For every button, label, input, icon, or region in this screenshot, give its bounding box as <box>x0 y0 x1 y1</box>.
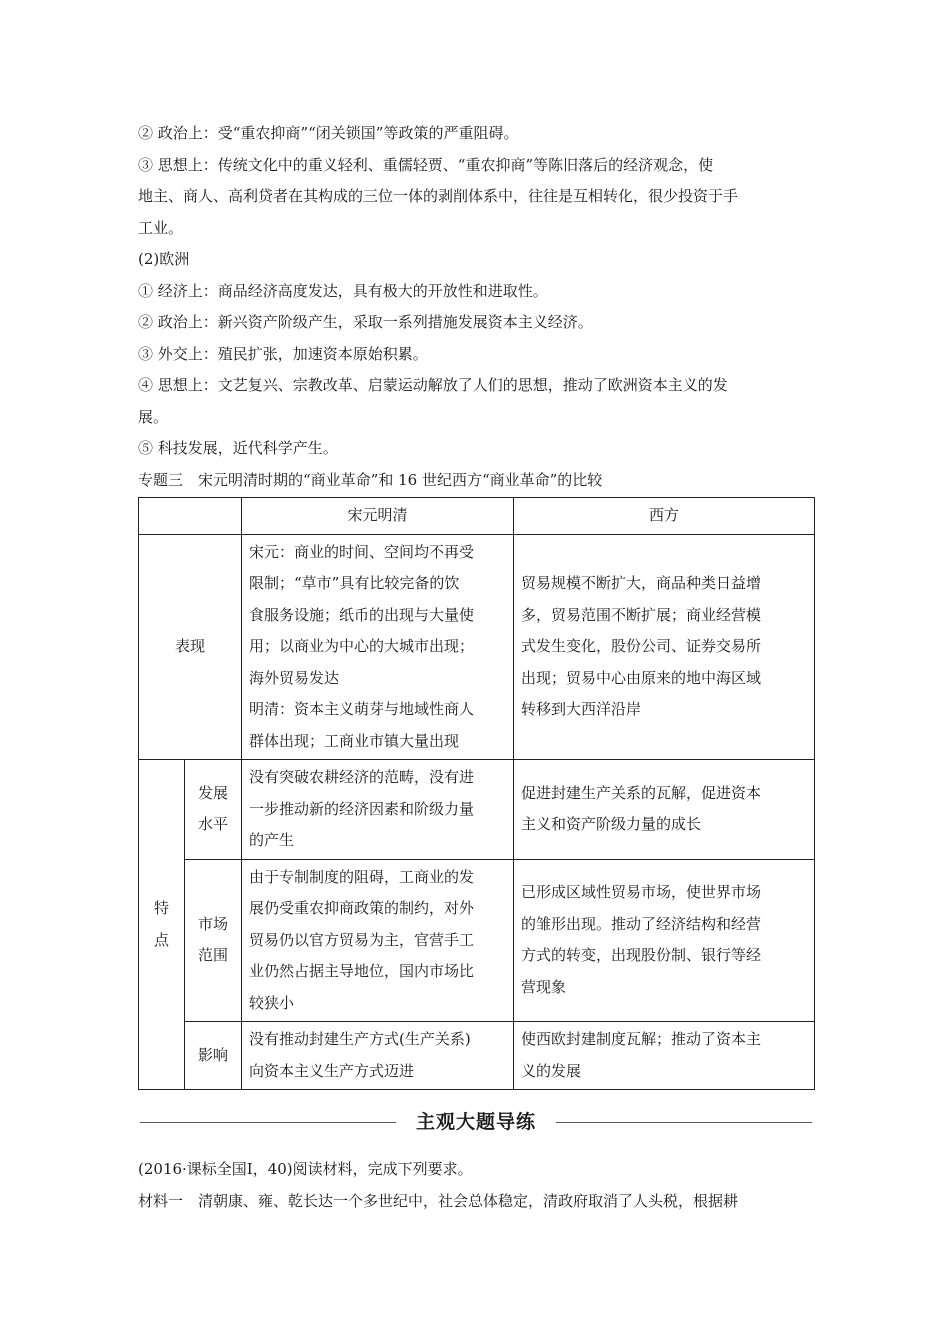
exercise-source-line: (2016·课标全国Ⅰ，40)阅读材料，完成下列要求。 <box>138 1160 473 1178</box>
table-row-fazhan <box>139 760 815 860</box>
row-label-char: 点 <box>153 930 169 949</box>
sub-label-line: 水平 <box>197 815 228 834</box>
paragraph-line: ① 经济上：商品经济高度发达，具有极大的开放性和进取性。 <box>138 281 548 300</box>
row-label-char: 特 <box>153 899 169 917</box>
cell-line: 已形成区域性贸易市场，使世界市场 <box>521 883 762 902</box>
cell-line: 义的发展 <box>521 1061 582 1080</box>
paragraph-line: ③ 外交上：殖民扩张，加速资本原始积累。 <box>138 344 428 363</box>
sub-label-yingxiang <box>185 1022 242 1090</box>
material-line: 材料一 清朝康、雍、乾长达一个多世纪中，社会总体稳定，清政府取消了人头税，根据耕 <box>138 1191 739 1210</box>
cell-line: 海外贸易发达 <box>249 668 340 687</box>
cell-west-fazhan <box>514 760 815 860</box>
cell-line: 明清：资本主义萌芽与地域性商人 <box>249 700 475 718</box>
paragraph-line: ② 政治上：新兴资产阶级产生，采取一系列措施发展资本主义经济。 <box>138 313 593 331</box>
section-title: 主观大题导练 <box>415 1111 536 1133</box>
paragraph-line: ⑤ 科技发展，近代科学产生。 <box>138 439 338 457</box>
cell-line: 业仍然占据主导地位，国内市场比 <box>249 962 475 980</box>
cell-line: 由于专制制度的阻碍，工商业的发 <box>249 867 475 886</box>
cell-line: 贸易仍以官方贸易为主，官营手工 <box>249 930 475 949</box>
paragraph-line: 工业。 <box>138 218 184 237</box>
header-west-cell: 西方 <box>514 498 815 535</box>
paragraph-line: (2)欧洲 <box>138 250 190 268</box>
cell-line: 方式的转变，出现股份制、银行等经 <box>521 946 762 965</box>
cell-line: 一步推动新的经济因素和阶级力量 <box>249 799 475 818</box>
header-song-cell: 宋元明清 <box>242 498 514 535</box>
cell-line: 没有突破农耕经济的范畴，没有进 <box>249 768 475 786</box>
cell-line: 出现；贸易中心由原来的地中海区域 <box>521 668 762 687</box>
cell-line: 没有推动封建生产方式(生产关系) <box>249 1030 471 1048</box>
cell-line: 营现象 <box>521 977 567 996</box>
cell-line: 主义和资产阶级力量的成长 <box>521 815 702 834</box>
table-row-biaoxian <box>139 534 815 760</box>
exercise-block <box>138 1154 814 1217</box>
paragraph-line: 地主、商人、高利贷者在其构成的三位一体的剥削体系中，往往是互相转化，很少投资于手 <box>138 187 739 205</box>
paragraph-line: ② 政治上：受“重农抑商”“闭关锁国”等政策的严重阻碍。 <box>138 124 519 142</box>
cell-line: 式发生变化，股份公司、证券交易所 <box>521 637 762 655</box>
cell-west-biaoxian <box>514 534 815 760</box>
cell-line: 较狭小 <box>249 993 295 1012</box>
cell-line: 用；以商业为中心的大城市出现； <box>249 637 475 655</box>
cell-line: 促进封建生产关系的瓦解，促进资本 <box>521 783 762 802</box>
cell-line: 转移到大西洋沿岸 <box>521 700 642 718</box>
header-empty-cell <box>139 498 242 535</box>
sub-label-line: 范围 <box>197 946 228 965</box>
sub-label-line: 影响 <box>197 1045 228 1064</box>
table-header-row <box>139 498 815 535</box>
table-row-yingxiang <box>139 1022 815 1090</box>
cell-song-fazhan <box>242 760 514 860</box>
cell-west-shichang <box>514 859 815 1022</box>
cell-line: 贸易规模不断扩大，商品种类日益增 <box>521 574 762 592</box>
sub-label-fazhan <box>185 760 242 860</box>
cell-west-yingxiang <box>514 1022 815 1090</box>
cell-line: 向资本主义生产方式迈进 <box>249 1061 415 1080</box>
row-label-tedian <box>139 760 185 1090</box>
document-body <box>138 118 814 1090</box>
cell-line: 群体出现；工商业市镇大量出现 <box>249 731 460 750</box>
comparison-table <box>138 497 815 1090</box>
section-header <box>138 1104 814 1140</box>
paragraph-line: 展。 <box>138 407 169 426</box>
cell-line: 限制；“草市”具有比较完备的饮 <box>249 574 460 592</box>
table-row-shichang <box>139 859 815 1022</box>
section-rule-right <box>556 1122 812 1123</box>
paragraph-line: ③ 思想上：传统文化中的重义轻利、重儒轻贾、“重农抑商”等陈旧落后的经济观念，使 <box>138 155 714 174</box>
sub-label-line: 市场 <box>197 914 228 933</box>
cell-line: 展仍受重农抑商政策的制约，对外 <box>249 899 475 917</box>
cell-song-shichang <box>242 859 514 1022</box>
sub-label-shichang <box>185 859 242 1022</box>
cell-line: 食服务设施；纸币的出现与大量使 <box>249 605 475 624</box>
cell-line: 的雏形出现。推动了经济结构和经营 <box>521 914 762 933</box>
cell-line: 宋元：商业的时间、空间均不再受 <box>249 542 475 561</box>
sub-label-line: 发展 <box>197 783 228 802</box>
row-label-biaoxian: 表现 <box>139 534 242 760</box>
cell-line: 使西欧封建制度瓦解；推动了资本主 <box>521 1030 762 1048</box>
paragraph-line: ④ 思想上：文艺复兴、宗教改革、启蒙运动解放了人们的思想，推动了欧洲资本主义的发 <box>138 376 728 394</box>
cell-song-biaoxian <box>242 534 514 760</box>
cell-line: 多，贸易范围不断扩展；商业经营模 <box>521 605 762 624</box>
table-caption: 专题三 宋元明清时期的“商业革命”和 16 世纪西方“商业革命”的比较 <box>138 470 603 489</box>
cell-song-yingxiang <box>242 1022 514 1090</box>
cell-line: 的产生 <box>249 831 295 849</box>
